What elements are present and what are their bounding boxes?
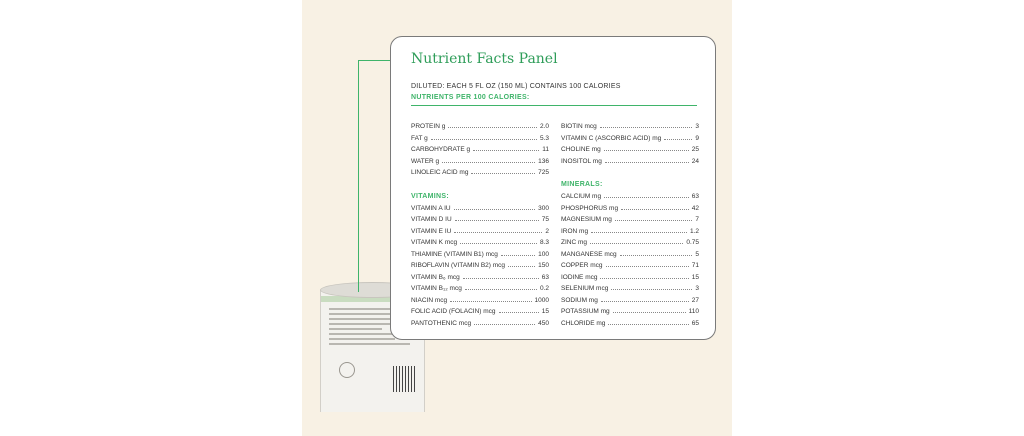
nutrient-value: 1000 xyxy=(534,296,549,304)
nutrient-row xyxy=(411,239,549,251)
nutrient-row xyxy=(561,123,699,135)
nutrient-row xyxy=(561,216,699,228)
vitamins-label: VITAMINS: xyxy=(411,192,449,200)
nutrients-per-heading: NUTRIENTS PER 100 CALORIES: xyxy=(411,94,530,101)
nutrient-value: 450 xyxy=(538,319,549,327)
diluted-note: DILUTED: EACH 5 FL OZ (150 ML) CONTAINS 100 CALORIES xyxy=(411,83,621,90)
dot-leader xyxy=(621,209,689,210)
nutrient-name: PANTOTHENIC mcg xyxy=(411,319,472,327)
nutrient-row xyxy=(411,135,549,147)
nutrient-value: 9 xyxy=(695,134,699,142)
nutrient-value: 25 xyxy=(691,146,699,153)
nutrient-name: INOSITOL mg xyxy=(561,157,602,165)
nutrient-row xyxy=(561,320,699,332)
nutrient-row xyxy=(411,285,549,297)
nutrient-value: 11 xyxy=(542,146,549,153)
nutrient-row xyxy=(411,262,549,274)
nutrient-row xyxy=(561,274,699,286)
general-nutrients-list xyxy=(411,123,549,181)
nutrient-row xyxy=(411,228,549,240)
nutrient-value: 63 xyxy=(541,273,549,281)
nutrient-name: VITAMIN K mcg xyxy=(411,239,458,246)
nutrient-value: 136 xyxy=(538,157,549,165)
nutrient-value: 100 xyxy=(538,250,549,258)
dot-leader xyxy=(463,278,539,279)
dot-leader xyxy=(455,220,539,221)
nutrient-row xyxy=(411,123,549,135)
dot-leader xyxy=(591,232,687,233)
dot-leader xyxy=(465,289,537,290)
nutrient-name: ZINC mg xyxy=(561,239,587,246)
dot-leader xyxy=(600,127,693,128)
nutrient-value: 15 xyxy=(541,308,549,315)
nutrient-value: 7 xyxy=(695,216,699,223)
nutrient-name: MANGANESE mcg xyxy=(561,250,617,258)
nutrient-name: CARBOHYDRATE g xyxy=(411,146,471,153)
dot-leader xyxy=(590,243,683,244)
dot-leader xyxy=(601,301,689,302)
nutrient-row xyxy=(411,146,549,158)
nutrient-name: FAT g xyxy=(411,134,428,142)
nutrient-row xyxy=(561,251,699,263)
nutrient-row xyxy=(561,228,699,240)
nutrient-name: SELENIUM mcg xyxy=(561,285,609,292)
dot-leader xyxy=(604,197,689,198)
nutrient-value: 8.3 xyxy=(539,239,549,246)
nutrient-row xyxy=(561,205,699,217)
nutrient-name: PHOSPHORUS mg xyxy=(561,204,619,212)
nutrient-value: 0.2 xyxy=(539,285,549,292)
nutrient-value: 150 xyxy=(538,262,549,269)
minerals-label: MINERALS: xyxy=(561,181,603,188)
nutrient-name: VITAMIN B₁₂ mcg xyxy=(411,285,462,292)
nutrient-row xyxy=(561,297,699,309)
nutrient-row xyxy=(561,285,699,297)
nutrient-name: VITAMIN C (ASCORBIC ACID) mg xyxy=(561,134,662,142)
header-divider xyxy=(411,105,697,106)
nutrient-name: IRON mg xyxy=(561,227,589,235)
dot-leader xyxy=(450,301,531,302)
nutrient-name: FOLIC ACID (FOLACIN) mcg xyxy=(411,308,496,315)
nutrient-name: BIOTIN mcg xyxy=(561,123,597,130)
nutrient-value: 15 xyxy=(691,273,699,281)
nutrient-row xyxy=(561,135,699,147)
nutrient-value: 65 xyxy=(691,319,699,327)
dot-leader xyxy=(604,150,689,151)
dot-leader xyxy=(620,255,693,256)
nutrient-facts-panel xyxy=(390,36,716,340)
nutrient-row xyxy=(561,193,699,205)
nutrient-name: VITAMIN D IU xyxy=(411,216,452,223)
nutrient-name: PROTEIN g xyxy=(411,123,446,130)
nutrient-row xyxy=(411,205,549,217)
dot-leader xyxy=(606,266,689,267)
nutrient-row xyxy=(561,239,699,251)
nutrient-name: VITAMIN A IU xyxy=(411,204,451,212)
dot-leader xyxy=(605,162,689,163)
nutrient-value: 5 xyxy=(695,250,699,258)
dot-leader xyxy=(501,255,535,256)
nutrient-value: 63 xyxy=(691,193,699,200)
vitamins-list xyxy=(411,205,549,332)
nutrient-name: CALCIUM mg xyxy=(561,193,602,200)
nutrient-name: VITAMIN E IU xyxy=(411,227,452,235)
nutrient-name: CHOLINE mg xyxy=(561,146,601,153)
dot-leader xyxy=(460,243,537,244)
nutrient-name: COPPER mcg xyxy=(561,262,603,269)
dot-leader xyxy=(474,324,535,325)
nutrient-row xyxy=(411,320,549,332)
nutrient-row xyxy=(411,169,549,181)
nutrient-name: NIACIN mcg xyxy=(411,296,448,304)
nutrient-row xyxy=(411,251,549,263)
dot-leader xyxy=(448,127,537,128)
callout-line xyxy=(358,60,359,292)
nutrient-value: 725 xyxy=(538,169,549,176)
left-column xyxy=(411,123,549,331)
organic-seal-icon xyxy=(339,362,355,378)
nutrient-name: POTASSIUM mg xyxy=(561,308,610,315)
other-nutrients-list xyxy=(561,123,699,169)
nutrient-name: RIBOFLAVIN (VITAMIN B2) mcg xyxy=(411,262,506,269)
nutrient-name: LINOLEIC ACID mg xyxy=(411,169,469,176)
nutrient-name: THIAMINE (VITAMIN B1) mcg xyxy=(411,250,498,258)
nutrient-name: VITAMIN B₆ mcg xyxy=(411,273,460,281)
nutrient-value: 3 xyxy=(695,285,699,292)
barcode-icon xyxy=(393,366,415,392)
dot-leader xyxy=(454,232,542,233)
minerals-list xyxy=(561,193,699,331)
nutrient-value: 2.0 xyxy=(539,123,549,130)
dot-leader xyxy=(454,209,536,210)
dot-leader xyxy=(613,312,686,313)
dot-leader xyxy=(608,324,688,325)
nutrient-value: 5.3 xyxy=(539,134,549,142)
nutrient-row xyxy=(561,262,699,274)
nutrient-row xyxy=(411,297,549,309)
nutrient-name: IODINE mcg xyxy=(561,273,598,281)
nutrient-value: 24 xyxy=(691,157,699,165)
nutrient-name: WATER g xyxy=(411,157,440,165)
nutrient-row xyxy=(411,158,549,170)
nutrient-row xyxy=(411,308,549,320)
nutrient-value: 71 xyxy=(691,262,699,269)
nutrient-name: CHLORIDE mg xyxy=(561,319,606,327)
nutrient-value: 2 xyxy=(545,227,549,235)
nutrient-value: 75 xyxy=(541,216,549,223)
dot-leader xyxy=(508,266,535,267)
panel-title: Nutrient Facts Panel xyxy=(411,51,558,67)
nutrient-value: 27 xyxy=(691,296,699,304)
nutrient-value: 0.75 xyxy=(686,239,699,246)
nutrient-name: SODIUM mg xyxy=(561,296,598,304)
nutrient-row xyxy=(411,274,549,286)
nutrient-value: 3 xyxy=(695,123,699,130)
dot-leader xyxy=(600,278,688,279)
nutrient-name: MAGNESIUM mg xyxy=(561,216,612,223)
dot-leader xyxy=(615,220,692,221)
nutrient-row xyxy=(411,216,549,228)
dot-leader xyxy=(473,150,539,151)
dot-leader xyxy=(611,289,692,290)
nutrient-value: 110 xyxy=(688,308,699,315)
dot-leader xyxy=(431,139,537,140)
dot-leader xyxy=(442,162,535,163)
nutrient-row xyxy=(561,308,699,320)
dot-leader xyxy=(471,173,535,174)
nutrient-row xyxy=(561,158,699,170)
right-column xyxy=(561,123,699,331)
nutrient-value: 42 xyxy=(691,204,699,212)
dot-leader xyxy=(664,139,692,140)
nutrient-row xyxy=(561,146,699,158)
nutrient-value: 300 xyxy=(538,204,549,212)
dot-leader xyxy=(499,312,539,313)
nutrient-value: 1.2 xyxy=(689,227,699,235)
